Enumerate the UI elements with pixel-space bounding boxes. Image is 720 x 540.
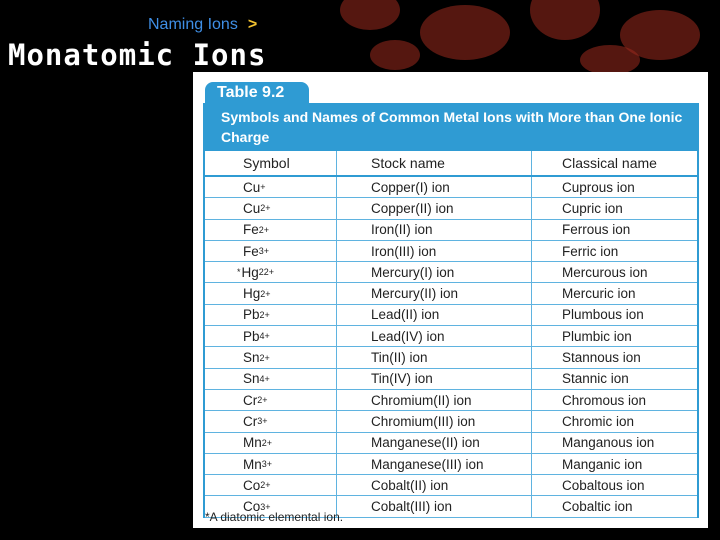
table-row	[205, 411, 697, 432]
element-symbol: Fe	[243, 222, 259, 238]
column-header-stock-name: Stock name	[337, 151, 532, 175]
ion-charge: 2+	[263, 267, 275, 278]
table-caption: Symbols and Names of Common Metal Ions with More than One Ionic Charge	[203, 103, 699, 151]
table-row	[205, 369, 697, 390]
classical-name: Manganic ion	[562, 456, 643, 472]
ion-charge: +	[260, 182, 266, 193]
table-row	[205, 326, 697, 347]
stock-name: Copper(II) ion	[337, 198, 532, 218]
classical-name: Cobaltic ion	[562, 499, 633, 515]
page-title: Monatomic Ions	[8, 38, 267, 72]
breadcrumb-section: Naming Ions	[148, 16, 238, 33]
ion-subscript: 2	[258, 267, 264, 278]
classical-name: Cobaltous ion	[562, 477, 645, 493]
element-symbol: Sn	[243, 350, 260, 366]
table-row	[205, 305, 697, 326]
element-symbol: Co	[243, 477, 261, 493]
table-footnote: *A diatomic elemental ion.	[205, 510, 344, 524]
ion-charge: 2+	[261, 437, 273, 448]
ion-charge: 3+	[257, 416, 268, 427]
element-symbol: Fe	[243, 243, 259, 259]
stock-name: Mercury(I) ion	[337, 262, 532, 282]
table-number-tab: Table 9.2	[205, 82, 309, 104]
table-row	[205, 454, 697, 475]
ion-symbol	[205, 347, 337, 367]
classical-name: Stannic ion	[562, 371, 629, 387]
ion-symbol	[205, 220, 337, 240]
stock-name: Cobalt(II) ion	[337, 475, 532, 495]
ion-symbol	[205, 198, 337, 218]
ion-symbol	[205, 177, 337, 197]
stock-name: Lead(II) ion	[337, 305, 532, 325]
table-row	[205, 475, 697, 496]
table-row	[205, 177, 697, 198]
classical-name: Ferrous ion	[562, 222, 631, 238]
element-symbol: Mn	[243, 435, 262, 451]
ion-symbol	[205, 390, 337, 410]
classical-name: Cuprous ion	[562, 179, 635, 195]
ion-charge: 3+	[261, 459, 273, 469]
table-row	[205, 283, 697, 304]
ion-table	[193, 72, 708, 528]
stock-name: Copper(I) ion	[337, 177, 532, 197]
stock-name: Iron(II) ion	[337, 220, 532, 240]
ion-symbol	[205, 262, 337, 282]
ion-symbol	[205, 475, 337, 495]
table-header-row	[205, 151, 697, 177]
table-row	[205, 241, 697, 262]
ion-charge: 2+	[257, 395, 268, 406]
table-row	[205, 347, 697, 368]
classical-name: Ferric ion	[562, 243, 619, 259]
element-symbol: Cr	[243, 392, 258, 408]
table-body	[203, 151, 699, 518]
ion-charge: 3+	[260, 501, 271, 512]
column-header-symbol: Symbol	[205, 151, 337, 175]
element-symbol: Pb	[243, 328, 260, 344]
ion-charge: 2+	[260, 480, 271, 491]
stock-name: Lead(IV) ion	[337, 326, 532, 346]
ion-charge: 3+	[258, 246, 270, 257]
table-row	[205, 262, 697, 283]
stock-name: Mercury(II) ion	[337, 283, 532, 303]
classical-name: Manganous ion	[562, 435, 655, 451]
element-symbol: Cr	[243, 413, 258, 429]
ion-symbol	[205, 411, 337, 431]
ion-charge: 2+	[260, 203, 271, 214]
classical-name: Cupric ion	[562, 200, 623, 216]
stock-name: Tin(IV) ion	[337, 369, 532, 389]
classical-name: Mercuric ion	[562, 286, 636, 302]
footnote-marker: *	[237, 267, 241, 278]
background-texture	[330, 0, 720, 80]
stock-name: Cobalt(III) ion	[337, 496, 532, 516]
ion-symbol	[205, 369, 337, 389]
stock-name: Iron(III) ion	[337, 241, 532, 261]
element-symbol: Pb	[243, 307, 260, 323]
element-symbol: Cu	[243, 200, 261, 216]
ion-charge: 2+	[258, 224, 270, 235]
classical-name: Chromic ion	[562, 413, 635, 429]
classical-name: Plumbic ion	[562, 328, 632, 344]
ion-charge: 4+	[259, 373, 270, 384]
table-row	[205, 433, 697, 454]
stock-name: Chromium(III) ion	[337, 411, 532, 431]
ion-symbol	[205, 241, 337, 261]
table-row	[205, 198, 697, 219]
stock-name: Manganese(III) ion	[337, 454, 532, 474]
element-symbol: Hg	[243, 286, 261, 302]
ion-symbol	[205, 305, 337, 325]
ion-symbol	[205, 326, 337, 346]
element-symbol: Hg	[241, 264, 259, 280]
breadcrumb	[148, 16, 257, 34]
stock-name: Manganese(II) ion	[337, 433, 532, 453]
element-symbol: Mn	[243, 456, 262, 472]
element-symbol: Sn	[243, 371, 260, 387]
table-row	[205, 220, 697, 241]
ion-symbol	[205, 433, 337, 453]
column-header-classical-name: Classical name	[562, 155, 657, 171]
stock-name: Tin(II) ion	[337, 347, 532, 367]
stock-name: Chromium(II) ion	[337, 390, 532, 410]
ion-symbol	[205, 283, 337, 303]
ion-charge: 2+	[259, 309, 270, 320]
ion-charge: 2+	[260, 288, 271, 299]
ion-charge: 2+	[259, 352, 270, 363]
classical-name: Chromous ion	[562, 392, 647, 408]
element-symbol: Co	[243, 499, 261, 515]
element-symbol: Cu	[243, 179, 261, 195]
ion-charge: 4+	[259, 331, 270, 342]
table-row	[205, 390, 697, 411]
classical-name: Plumbous ion	[562, 307, 644, 323]
chevron-right-icon: >	[247, 16, 258, 33]
ion-symbol	[205, 454, 337, 474]
classical-name: Mercurous ion	[562, 264, 648, 280]
classical-name: Stannous ion	[562, 350, 641, 366]
